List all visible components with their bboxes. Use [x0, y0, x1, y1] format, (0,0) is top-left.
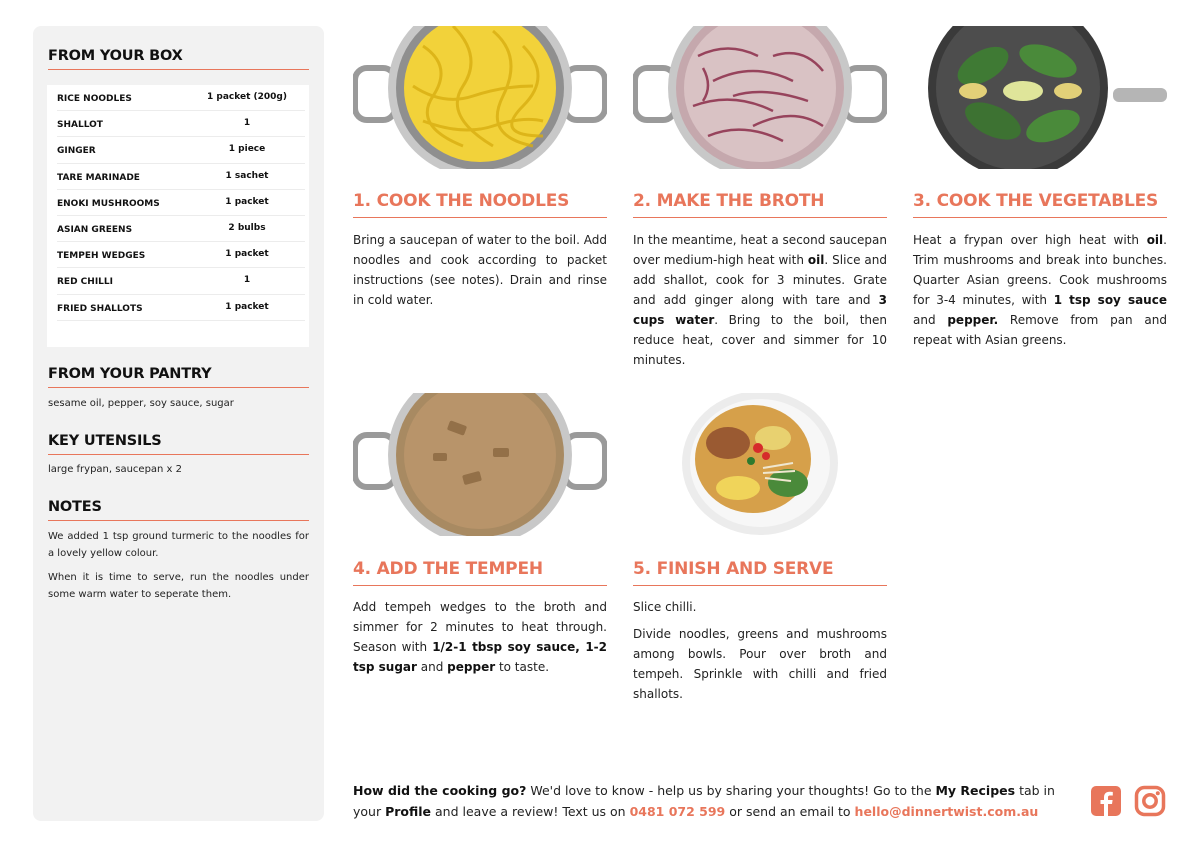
step-5-title: 5. FINISH AND SERVE [633, 559, 887, 586]
utensils-list: large frypan, saucepan x 2 [48, 464, 183, 475]
step-5-instructions: Divide noodles, greens and mushrooms among bowls. Pour over broth and tempeh. Sprinkle with chilli and fried shallots. [633, 627, 887, 701]
ingredient-row [57, 137, 305, 163]
email-link[interactable]: hello@dinnertwist.com.au [854, 804, 1039, 819]
note-text: We added 1 tsp ground turmeric to the noodles for a lovely yellow colour. [48, 531, 309, 559]
step-2-photo [633, 26, 887, 169]
step-2-instructions: In the meantime, heat a second saucepan over medium-high heat with oil. Slice and add shallot, cook for 3 minutes. Grate and add ginger along with tare and 3 cups water. Bring to the boil, then reduce heat, cover and simmer for 10 minutes. [633, 233, 888, 367]
ingredient-qty: 1 [243, 275, 251, 286]
from-your-pantry-heading: FROM YOUR PANTRY [48, 366, 309, 388]
ingredient-name: RED CHILLI [57, 277, 113, 288]
facebook-icon[interactable] [1090, 785, 1122, 821]
feedback-footer: How did the cooking go? We'd love to know - help us by sharing your thoughts! Go to the My Recipes tab in your Profile and leave a review! Text us on 0481 072 599 or send an email to hello@dinnertwist.com.au [353, 783, 1055, 819]
phone-link[interactable]: 0481 072 599 [629, 804, 726, 819]
step-4-title: 4. ADD THE TEMPEH [353, 559, 607, 586]
ingredient-name: SHALLOT [57, 120, 103, 131]
step-5-photo [633, 393, 887, 536]
ingredient-qty: 1 sachet [225, 170, 269, 181]
step-4-photo [353, 393, 607, 536]
step-1-instructions: Bring a saucepan of water to the boil. Add noodles and cook according to packet instructions (see notes). Drain and rinse in cold water. [353, 233, 607, 307]
step-3-instructions: Heat a frypan over high heat with oil. Trim mushrooms and break into bunches. Quarter Asian greens. Cook mushrooms for 3-4 minutes, with 1 tsp soy sauce and pepper. Remove from pan and repeat with Asian greens. [913, 233, 1167, 347]
ingredient-qty: 2 bulbs [228, 223, 266, 233]
ingredient-row [57, 190, 305, 216]
ingredient-row [57, 164, 305, 190]
step-1-photo [353, 26, 607, 169]
step-1-title: 1. COOK THE NOODLES [353, 191, 607, 218]
note-text: When it is time to serve, run the noodles under some warm water to seperate them. [48, 572, 309, 600]
ingredient-name: GINGER [57, 146, 96, 157]
ingredient-row [57, 216, 305, 242]
ingredient-name: RICE NOODLES [57, 94, 132, 104]
notes-heading: NOTES [48, 499, 309, 521]
step-4-instructions: Add tempeh wedges to the broth and simmer for 2 minutes to heat through. Season with 1/2-1 tbsp soy sauce, 1-2 tsp sugar and pepper to taste. [353, 600, 607, 674]
ingredient-row [57, 268, 305, 294]
step-3-photo [913, 26, 1167, 169]
ingredients-sidebar [33, 26, 324, 821]
step-2-title: 2. MAKE THE BROTH [633, 191, 887, 218]
step-3-title: 3. COOK THE VEGETABLES [913, 191, 1167, 218]
ingredient-name: ASIAN GREENS [57, 225, 133, 235]
ingredient-name: TARE MARINADE [57, 172, 140, 183]
ingredient-row [57, 85, 305, 111]
ingredient-name: ENOKI MUSHROOMS [57, 198, 160, 209]
ingredient-name: FRIED SHALLOTS [57, 303, 143, 314]
ingredient-row [57, 242, 305, 268]
ingredients-table [47, 85, 309, 347]
ingredient-row [57, 295, 305, 321]
step-5-instructions: Slice chilli. [633, 600, 697, 614]
from-your-box-heading: FROM YOUR BOX [48, 48, 309, 70]
ingredient-qty: 1 packet [225, 301, 269, 312]
ingredient-qty: 1 packet [225, 249, 269, 260]
ingredient-qty: 1 [243, 118, 251, 129]
ingredient-qty: 1 piece [228, 144, 266, 155]
ingredient-name: TEMPEH WEDGES [57, 251, 146, 262]
instagram-icon[interactable] [1134, 785, 1166, 821]
ingredient-qty: 1 packet [225, 196, 269, 207]
ingredient-qty: 1 packet (200g) [207, 92, 287, 102]
ingredient-row [57, 111, 305, 137]
key-utensils-heading: KEY UTENSILS [48, 433, 309, 455]
pantry-list: sesame oil, pepper, soy sauce, sugar [48, 398, 234, 409]
